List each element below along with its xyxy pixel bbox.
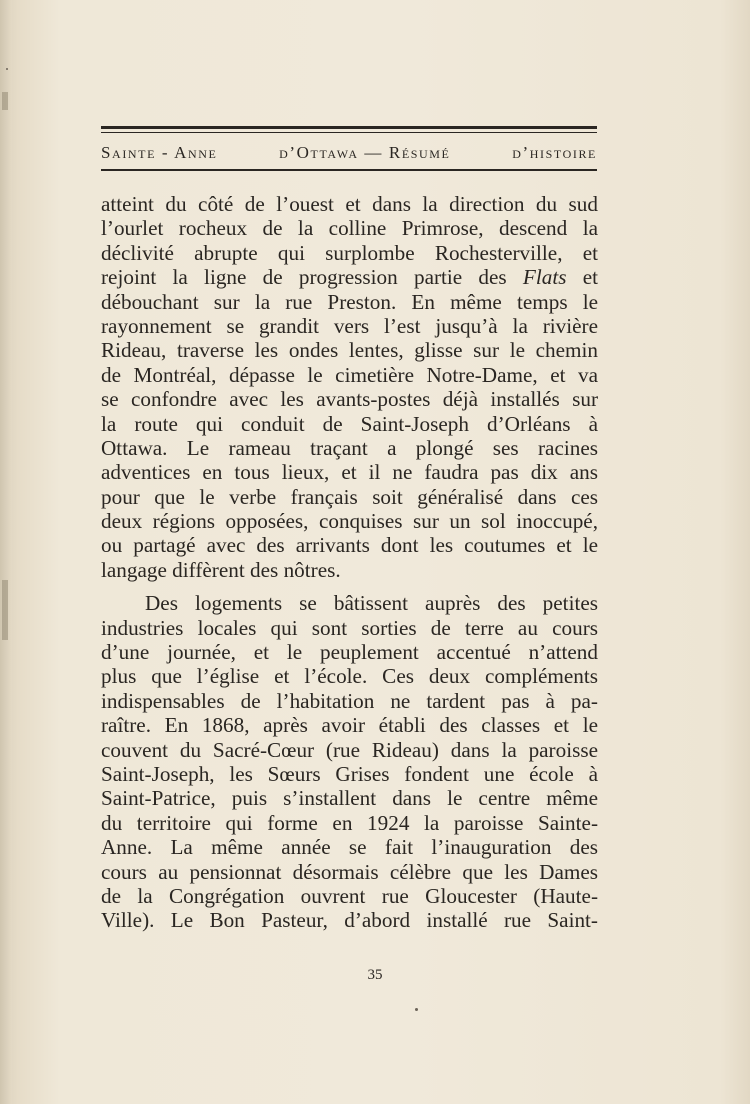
body-text xyxy=(101,192,598,933)
text-line: de la Congrégation ouvrent rue Gloucester (Haute- xyxy=(101,883,598,908)
header-rule-thick xyxy=(101,126,597,129)
text-line: du territoire qui forme en 1924 la paroisse Sainte- xyxy=(101,810,598,835)
text-line: débouchant sur la rue Preston. En même temps le xyxy=(101,289,598,314)
paper-speck xyxy=(6,68,8,70)
running-head xyxy=(101,143,597,165)
text-line: rayonnement se grandit vers l’est jusqu’à la rivière xyxy=(101,313,598,338)
text-line: rejoint la ligne de progression partie des Flats et xyxy=(101,265,599,290)
text-line: de Montréal, dépasse le cimetière Notre-Dame, et va xyxy=(101,362,598,387)
text-line: ou partagé avec des arrivants dont les coutumes et le xyxy=(101,533,598,558)
text-line: atteint du côté de l’ouest et dans la direction du sud xyxy=(101,192,598,216)
text-line: Saint-Patrice, puis s’installent dans le centre même xyxy=(101,786,598,811)
text-line: Saint-Joseph, les Sœurs Grises fondent une école à xyxy=(101,761,598,786)
text-line: couvent du Sacré-Cœur (rue Rideau) dans la paroisse xyxy=(101,737,598,762)
running-head-middle: d’Ottawa — Résumé xyxy=(279,143,451,162)
text-line: indispensables de l’habitation ne tardent pas à pa- xyxy=(101,688,598,713)
text-line: plus que l’église et l’école. Ces deux compléments xyxy=(101,664,598,689)
text-line: déclivité abrupte qui surplombe Rochesterville, et xyxy=(101,240,598,265)
paragraph-2 xyxy=(101,591,598,932)
paper-speck xyxy=(415,1008,418,1011)
text-line: langage diffèrent des nôtres. xyxy=(101,557,341,582)
text-line: Rideau, traverse les ondes lentes, glisse sur le chemin xyxy=(101,338,598,363)
text-line: deux régions opposées, conquises sur un sol inoccupé, xyxy=(101,509,598,534)
running-head-left: Sainte - Anne xyxy=(101,143,218,162)
text-line: se confondre avec les avants-postes déjà installés sur xyxy=(101,387,598,412)
paragraph-1 xyxy=(101,192,598,582)
text-line: cours au pensionnat désormais célèbre que les Dames xyxy=(101,859,598,884)
page-number: 35 xyxy=(367,967,383,983)
header-rule-thin xyxy=(101,132,597,133)
text-line: adventices en tous lieux, et il ne faudra pas dix ans xyxy=(101,460,598,485)
binding-edge xyxy=(0,0,12,1104)
running-head-right: d’histoire xyxy=(512,143,597,162)
text-line: industries locales qui sont sorties de terre au cours xyxy=(101,615,598,640)
text-line: Des logements se bâtissent auprès des petites xyxy=(145,591,598,616)
italic-word: Flats xyxy=(522,265,567,290)
text-line: pour que le verbe français soit généralisé dans ces xyxy=(101,484,598,509)
binding-mark xyxy=(2,92,8,110)
text-line: Anne. La même année se fait l’inauguration des xyxy=(101,835,598,860)
text-line: l’ourlet rocheux de la colline Primrose, descend la xyxy=(101,216,598,241)
text-line: Ottawa. Le rameau traçant a plongé ses racines xyxy=(101,435,598,460)
text-line: Ville). Le Bon Pasteur, d’abord installé rue Saint- xyxy=(101,908,598,933)
binding-mark xyxy=(2,580,8,640)
header-rule-bottom xyxy=(101,169,597,171)
text-line: raître. En 1868, après avoir établi des classes et le xyxy=(101,713,598,738)
text-line: la route qui conduit de Saint-Joseph d’Orléans à xyxy=(101,411,598,436)
text-line: d’une journée, et le peuplement accentué n’attend xyxy=(101,640,598,665)
